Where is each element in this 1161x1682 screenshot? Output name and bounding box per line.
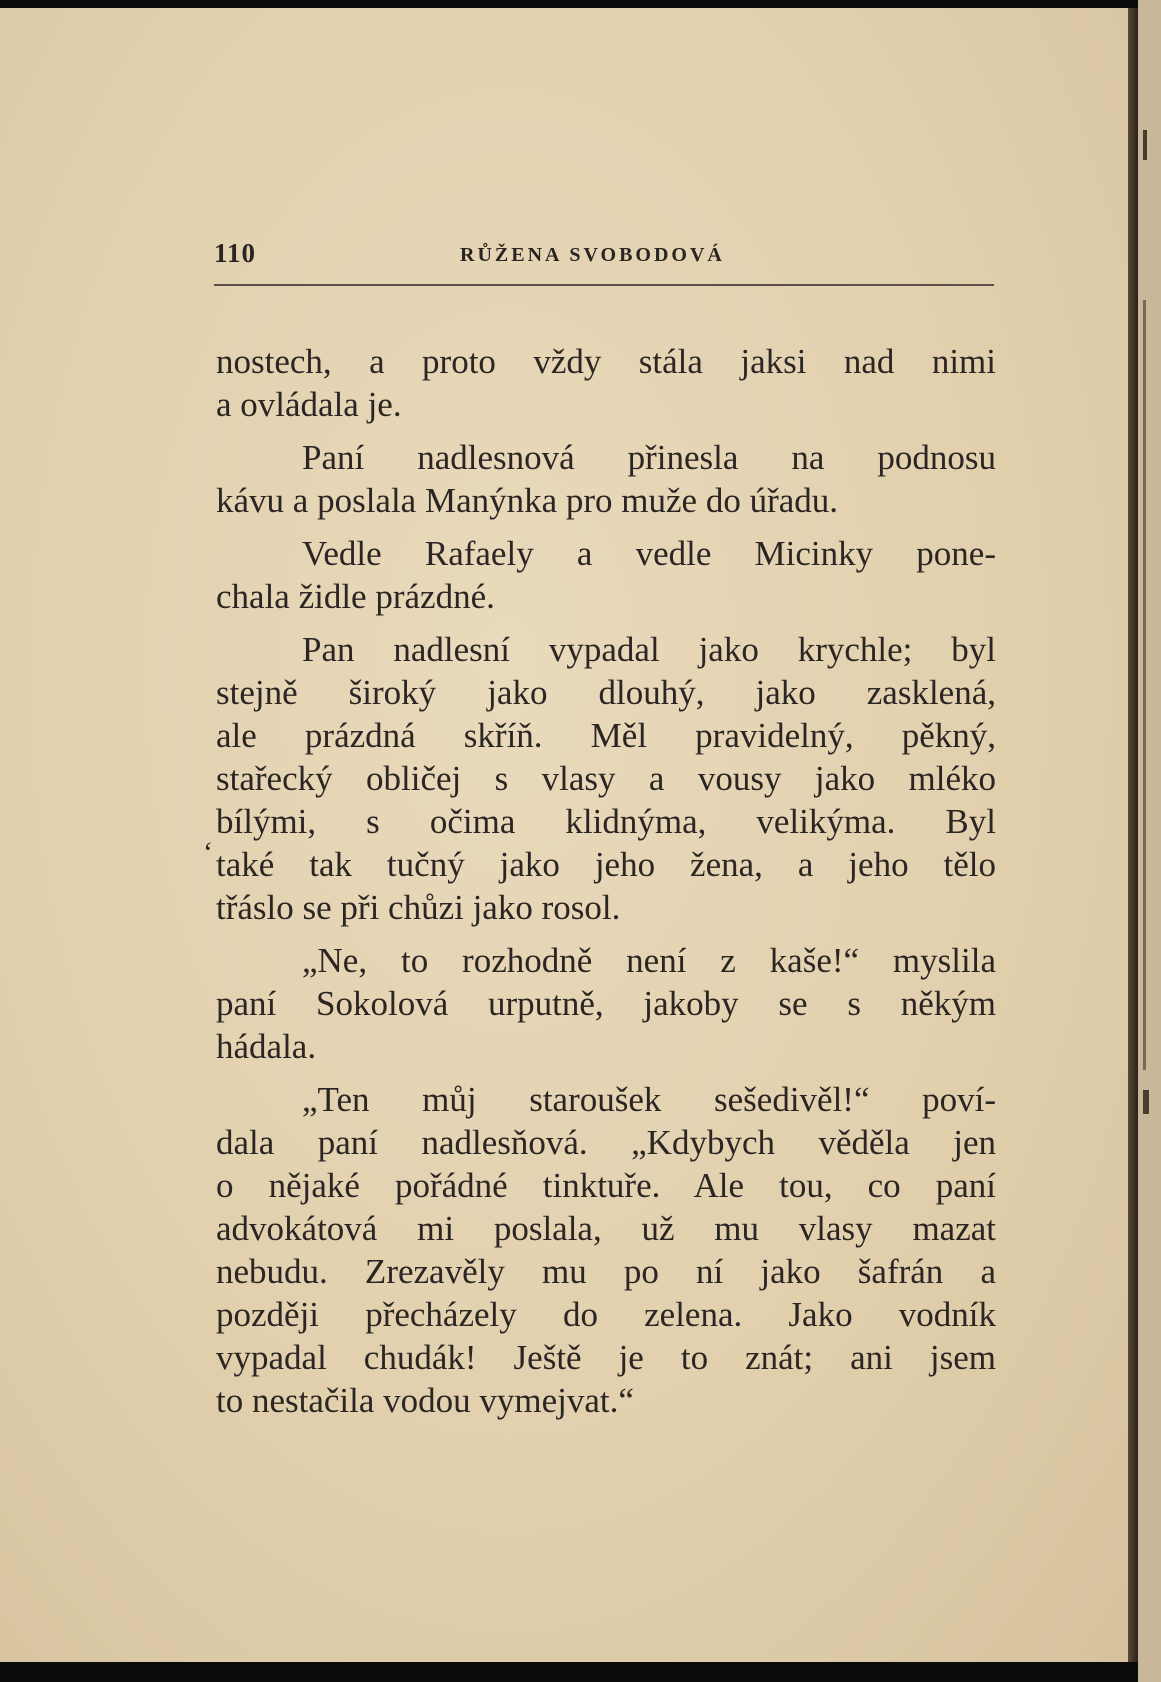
text-line: dala paní nadlesňová. „Kdybych věděla jen bbox=[216, 1123, 996, 1162]
text-line: nostech, a proto vždy stála jaksi nad nimi bbox=[216, 342, 996, 381]
text-line: třáslo se při chůzi jako rosol. bbox=[216, 888, 621, 927]
text-line: Paní nadlesnová přinesla na podnosu bbox=[302, 438, 996, 477]
body-text bbox=[216, 340, 996, 1432]
spine-mark-bottom bbox=[1143, 1090, 1149, 1114]
text-line: o nějaké pořádné tinktuře. Ale tou, co paní bbox=[216, 1166, 996, 1205]
paragraph bbox=[216, 628, 996, 929]
text-line: a ovládala je. bbox=[216, 385, 402, 424]
header-rule bbox=[214, 284, 994, 286]
spine-mark-top bbox=[1143, 130, 1147, 160]
text-line: Pan nadlesní vypadal jako krychle; byl bbox=[302, 630, 996, 669]
page-number: 110 bbox=[214, 238, 257, 268]
text-line: také tak tučný jako jeho žena, a jeho tělo bbox=[216, 845, 996, 884]
text-line: stejně široký jako dlouhý, jako zasklená, bbox=[216, 673, 996, 712]
spine-mark-long bbox=[1143, 300, 1146, 1070]
paragraph bbox=[216, 340, 996, 426]
text-line: nebudu. Zrezavěly mu po ní jako šafrán a bbox=[216, 1252, 996, 1291]
book-spine bbox=[1138, 0, 1161, 1682]
text-line: stařecký obličej s vlasy a vousy jako mléko bbox=[216, 759, 996, 798]
text-line: hádala. bbox=[216, 1027, 317, 1066]
running-header bbox=[214, 238, 994, 268]
text-line: paní Sokolová urputně, jakoby se s někým bbox=[216, 984, 996, 1023]
text-line: ale prázdná skříň. Měl pravidelný, pěkný, bbox=[216, 716, 996, 755]
text-line: chala židle prázdné. bbox=[216, 577, 495, 616]
margin-mark: ‘ bbox=[203, 836, 213, 869]
text-line: Vedle Rafaely a vedle Micinky pone- bbox=[302, 534, 996, 573]
text-line: bílými, s očima klidnýma, velikýma. Byl bbox=[216, 802, 996, 841]
text-line: advokátová mi poslala, už mu vlasy mazat bbox=[216, 1209, 996, 1248]
page-edge-shadow bbox=[1128, 8, 1138, 1662]
running-title: RŮŽENA SVOBODOVÁ bbox=[460, 244, 725, 266]
paragraph bbox=[216, 436, 996, 522]
text-line: to nestačila vodou vymejvat.“ bbox=[216, 1381, 634, 1420]
text-line: později přecházely do zelena. Jako vodník bbox=[216, 1295, 996, 1334]
paragraph bbox=[216, 939, 996, 1068]
text-line: vypadal chudák! Ještě je to znát; ani jsem bbox=[216, 1338, 996, 1377]
paragraph bbox=[216, 1078, 996, 1422]
paragraph bbox=[216, 532, 996, 618]
text-line: kávu a poslala Manýnka pro muže do úřadu. bbox=[216, 481, 839, 520]
text-line: „Ten můj staroušek sešedivěl!“ poví- bbox=[302, 1080, 996, 1119]
text-line: „Ne, to rozhodně není z kaše!“ myslila bbox=[302, 941, 996, 980]
